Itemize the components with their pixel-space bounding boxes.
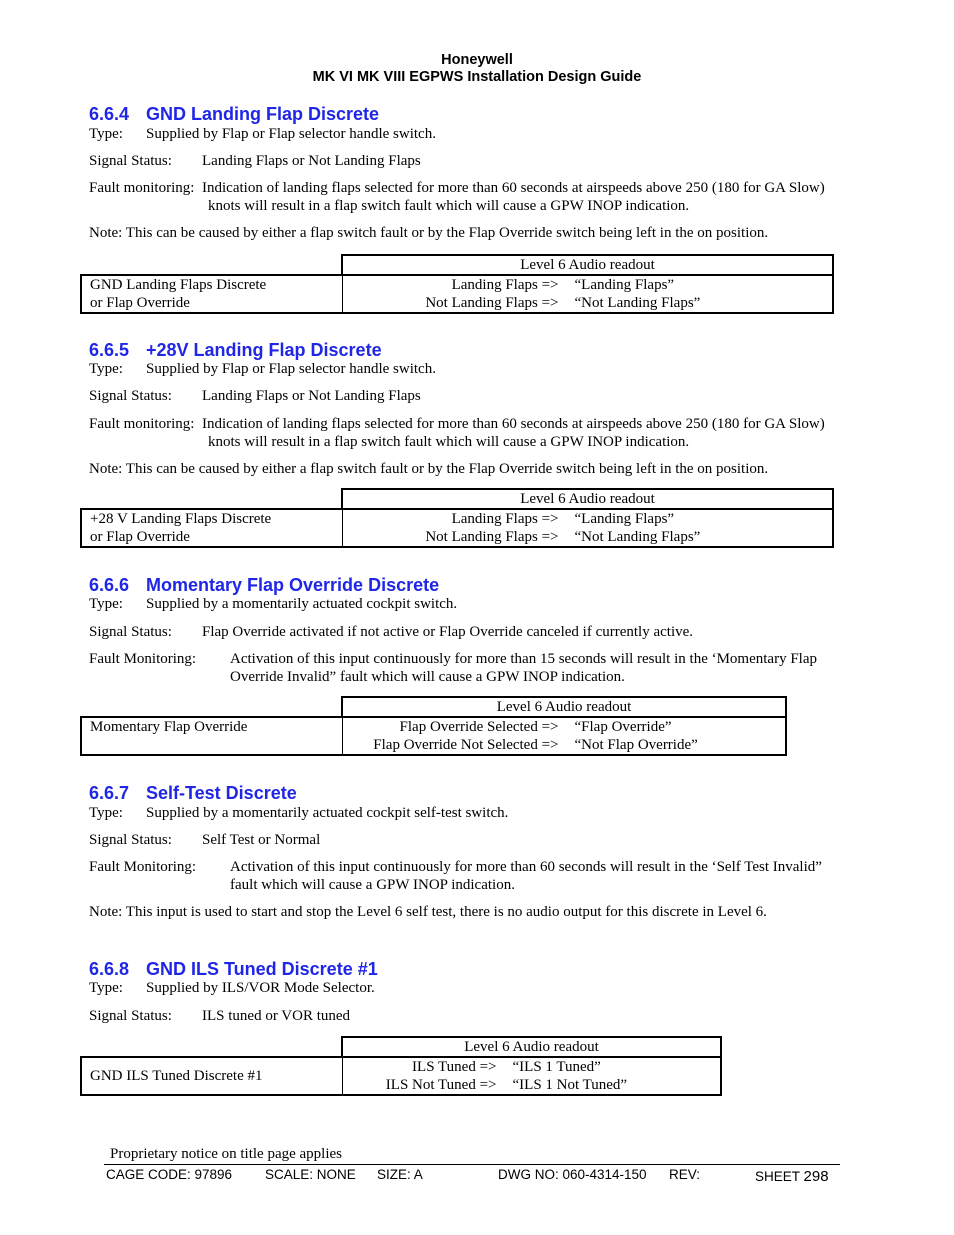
section-heading bbox=[89, 783, 297, 804]
readout-cell bbox=[342, 1057, 721, 1095]
note-text: Note: This can be caused by either a flap switch fault or by the Flap Override switch being left in the on position. bbox=[89, 461, 769, 477]
fault-monitoring-label: Fault Monitoring: bbox=[89, 859, 197, 875]
section-heading bbox=[89, 575, 439, 596]
discrete-name-cell bbox=[81, 717, 342, 755]
readout-state: Landing Flaps => bbox=[451, 277, 559, 293]
readout-row bbox=[351, 718, 778, 736]
type-line bbox=[89, 596, 457, 613]
fault-monitoring-text: Activation of this input continuously for more than 15 seconds will result in the ‘Momentary Flap bbox=[230, 651, 817, 667]
section-number: 6.6.5 bbox=[89, 340, 130, 360]
readout-cell bbox=[342, 275, 833, 313]
fault-monitoring-label: Fault Monitoring: bbox=[89, 651, 197, 667]
readout-row bbox=[351, 1076, 713, 1094]
readout-state: Landing Flaps => bbox=[451, 511, 559, 527]
fault-monitoring-line bbox=[89, 180, 825, 197]
readout-state: ILS Not Tuned => bbox=[385, 1077, 497, 1093]
readout-audio: “ILS 1 Tuned” bbox=[512, 1059, 601, 1075]
section-heading bbox=[89, 104, 379, 125]
section-heading bbox=[89, 340, 382, 361]
proprietary-notice: Proprietary notice on title page applies bbox=[110, 1146, 343, 1162]
readout-state: Flap Override Selected => bbox=[399, 719, 559, 735]
type-text: Supplied by ILS/VOR Mode Selector. bbox=[146, 980, 375, 996]
type-label: Type: bbox=[89, 361, 123, 377]
audio-readout-table bbox=[80, 488, 834, 548]
readout-row bbox=[351, 294, 825, 312]
readout-audio: “Not Landing Flaps” bbox=[574, 529, 701, 545]
discrete-name: +28 V Landing Flaps Discrete bbox=[90, 511, 272, 527]
section-title: GND ILS Tuned Discrete #1 bbox=[146, 959, 378, 979]
audio-readout-table bbox=[80, 254, 834, 314]
signal-status-line bbox=[89, 388, 421, 405]
type-text: Supplied by a momentarily actuated cockpit switch. bbox=[146, 596, 458, 612]
discrete-name: Momentary Flap Override bbox=[90, 719, 248, 735]
fault-monitoring-line bbox=[89, 416, 825, 433]
signal-status-text: ILS tuned or VOR tuned bbox=[202, 1008, 351, 1024]
type-text: Supplied by a momentarily actuated cockpit self-test switch. bbox=[146, 805, 509, 821]
type-line bbox=[89, 980, 375, 997]
fault-monitoring-text-cont: fault which will cause a GPW INOP indication. bbox=[230, 877, 515, 893]
fault-monitoring-text: Activation of this input continuously for more than 60 seconds will result in the ‘Self Test Invalid” bbox=[230, 859, 822, 875]
type-text: Supplied by Flap or Flap selector handle switch. bbox=[146, 361, 436, 377]
section-number: 6.6.4 bbox=[89, 104, 130, 124]
drawing-number: DWG NO: 060-4314-150 bbox=[498, 1167, 647, 1182]
discrete-name-cell bbox=[81, 275, 342, 313]
signal-status-label: Signal Status: bbox=[89, 388, 172, 404]
fault-monitoring-text-cont: Override Invalid” fault which will cause a GPW INOP indication. bbox=[230, 669, 625, 685]
fault-monitoring-label: Fault monitoring: bbox=[89, 416, 195, 432]
readout-state: Not Landing Flaps => bbox=[425, 529, 559, 545]
type-line bbox=[89, 805, 508, 822]
signal-status-label: Signal Status: bbox=[89, 624, 172, 640]
signal-status-label: Signal Status: bbox=[89, 832, 172, 848]
sheet-number: 298 bbox=[803, 1168, 829, 1185]
scale: SCALE: NONE bbox=[265, 1167, 356, 1182]
table-header: Level 6 Audio readout bbox=[342, 255, 833, 275]
readout-row bbox=[351, 528, 825, 546]
discrete-name: GND ILS Tuned Discrete #1 bbox=[90, 1068, 263, 1084]
signal-status-text: Flap Override activated if not active or Flap Override canceled if currently active. bbox=[202, 624, 694, 640]
sheet-label: SHEET bbox=[755, 1169, 800, 1184]
section-heading bbox=[89, 959, 378, 980]
signal-status-label: Signal Status: bbox=[89, 153, 172, 169]
type-label: Type: bbox=[89, 126, 123, 142]
note-text: Note: This input is used to start and stop the Level 6 self test, there is no audio output for this discrete in Level 6. bbox=[89, 904, 767, 920]
signal-status-label: Signal Status: bbox=[89, 1008, 172, 1024]
discrete-name-cell bbox=[81, 1057, 342, 1095]
readout-row bbox=[351, 1058, 713, 1076]
fault-monitoring-line bbox=[89, 859, 822, 876]
signal-status-line bbox=[89, 624, 693, 641]
readout-audio: “Flap Override” bbox=[574, 719, 672, 735]
type-text: Supplied by Flap or Flap selector handle switch. bbox=[146, 126, 436, 142]
fault-monitoring-text: Indication of landing flaps selected for more than 60 seconds at airspeeds above 250 (180 for GA Slow) bbox=[202, 180, 825, 196]
document-title: MK VI MK VIII EGPWS Installation Design Guide bbox=[312, 69, 642, 85]
note-text: Note: This can be caused by either a flap switch fault or by the Flap Override switch being left in the on position. bbox=[89, 225, 769, 241]
table-header: Level 6 Audio readout bbox=[342, 1037, 721, 1057]
discrete-name-cell bbox=[81, 509, 342, 547]
section-number: 6.6.7 bbox=[89, 783, 130, 803]
fault-monitoring-text-cont: knots will result in a flap switch fault which will cause a GPW INOP indication. bbox=[208, 434, 690, 450]
section-title: Momentary Flap Override Discrete bbox=[146, 575, 440, 595]
section-title: Self-Test Discrete bbox=[146, 783, 297, 803]
readout-audio: “Not Landing Flaps” bbox=[574, 295, 701, 311]
type-line bbox=[89, 361, 436, 378]
discrete-name: GND Landing Flaps Discrete bbox=[90, 277, 267, 293]
readout-cell bbox=[342, 717, 786, 755]
readout-audio: “Landing Flaps” bbox=[574, 277, 675, 293]
type-line bbox=[89, 126, 436, 143]
section-title: +28V Landing Flap Discrete bbox=[146, 340, 382, 360]
readout-row bbox=[351, 736, 778, 754]
readout-row bbox=[351, 276, 825, 294]
discrete-name-cont: or Flap Override bbox=[90, 529, 190, 545]
readout-audio: “Landing Flaps” bbox=[574, 511, 675, 527]
type-label: Type: bbox=[89, 805, 123, 821]
readout-audio: “ILS 1 Not Tuned” bbox=[512, 1077, 628, 1093]
section-number: 6.6.8 bbox=[89, 959, 130, 979]
size: SIZE: A bbox=[377, 1167, 423, 1182]
readout-cell bbox=[342, 509, 833, 547]
signal-status-text: Landing Flaps or Not Landing Flaps bbox=[202, 388, 421, 404]
section-number: 6.6.6 bbox=[89, 575, 130, 595]
fault-monitoring-text-cont: knots will result in a flap switch fault which will cause a GPW INOP indication. bbox=[208, 198, 690, 214]
audio-readout-table bbox=[80, 696, 787, 756]
table-header: Level 6 Audio readout bbox=[342, 697, 786, 717]
readout-row bbox=[351, 510, 825, 528]
readout-state: Flap Override Not Selected => bbox=[373, 737, 559, 753]
readout-state: ILS Tuned => bbox=[412, 1059, 497, 1075]
signal-status-text: Self Test or Normal bbox=[202, 832, 321, 848]
signal-status-line bbox=[89, 832, 320, 849]
fault-monitoring-text: Indication of landing flaps selected for more than 60 seconds at airspeeds above 250 (180 for GA Slow) bbox=[202, 416, 825, 432]
signal-status-line bbox=[89, 1008, 350, 1025]
type-label: Type: bbox=[89, 980, 123, 996]
sheet bbox=[755, 1168, 829, 1185]
readout-audio: “Not Flap Override” bbox=[574, 737, 698, 753]
signal-status-line bbox=[89, 153, 421, 170]
audio-readout-table bbox=[80, 1036, 722, 1096]
signal-status-text: Landing Flaps or Not Landing Flaps bbox=[202, 153, 421, 169]
section-title: GND Landing Flap Discrete bbox=[146, 104, 380, 124]
fault-monitoring-label: Fault monitoring: bbox=[89, 180, 195, 196]
table-header: Level 6 Audio readout bbox=[342, 489, 833, 509]
revision: REV: bbox=[669, 1167, 701, 1182]
footer-rule bbox=[104, 1164, 840, 1165]
document-company: Honeywell bbox=[441, 52, 513, 68]
type-label: Type: bbox=[89, 596, 123, 612]
cage-code: CAGE CODE: 97896 bbox=[106, 1167, 233, 1182]
discrete-name-cont: or Flap Override bbox=[90, 295, 190, 311]
readout-state: Not Landing Flaps => bbox=[425, 295, 559, 311]
fault-monitoring-line bbox=[89, 651, 817, 668]
